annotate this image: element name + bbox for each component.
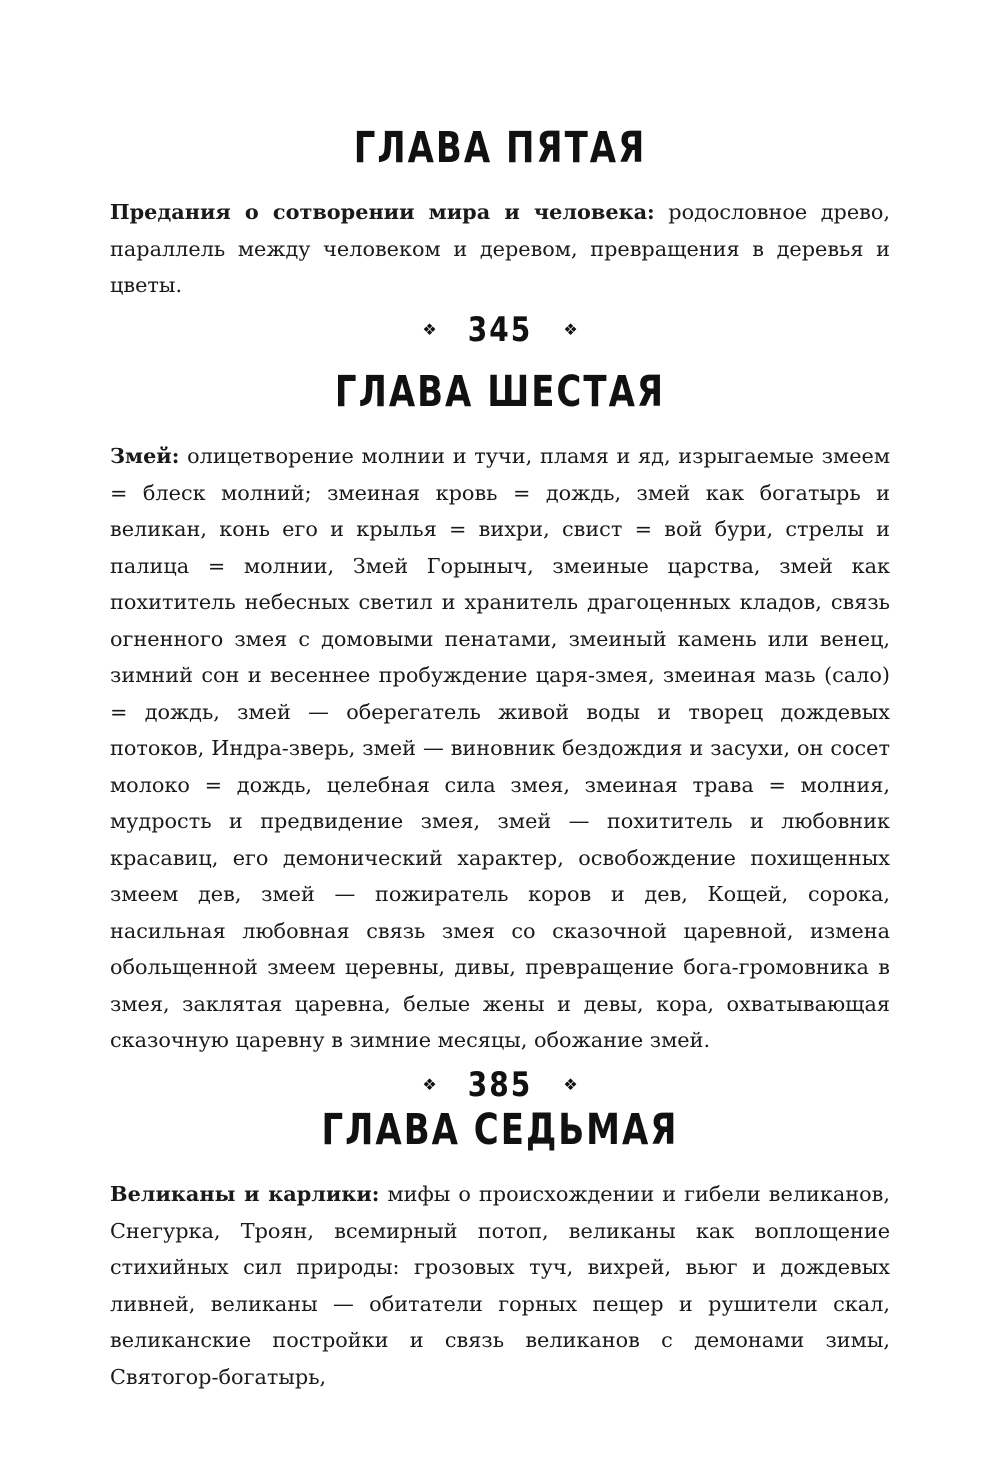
diamond-ornament-icon: ❖	[563, 1075, 578, 1094]
diamond-ornament-icon: ❖	[422, 320, 437, 339]
summary-lead: Предания о сотворении мира и человека:	[110, 199, 655, 224]
chapter-summary	[110, 194, 890, 304]
chapter-five	[110, 123, 890, 350]
page-number: 385	[467, 1064, 533, 1105]
summary-lead: Змей:	[110, 443, 180, 468]
chapter-six	[110, 367, 890, 1105]
chapter-title: ГЛАВА СЕДЬМАЯ	[321, 1105, 679, 1155]
summary-lead: Великаны и карлики:	[110, 1181, 380, 1206]
book-page	[110, 0, 890, 1482]
page-number-marker	[110, 1065, 890, 1105]
chapter-seven	[110, 1105, 890, 1395]
chapter-summary	[110, 438, 890, 1059]
chapter-title: ГЛАВА ШЕСТАЯ	[334, 367, 666, 417]
summary-text: родословное древо, параллель между человеком и деревом, превращения в деревья и цветы.	[110, 200, 890, 297]
diamond-ornament-icon: ❖	[422, 1075, 437, 1094]
chapter-title: ГЛАВА ПЯТАЯ	[353, 123, 647, 173]
chapter-summary	[110, 1176, 890, 1395]
diamond-ornament-icon: ❖	[563, 320, 578, 339]
page-number: 345	[467, 309, 533, 350]
summary-text: мифы о происхождении и гибели великанов, Снегурка, Троян, всемирный потоп, великаны как воплощение стихийных сил природы: грозовых туч, вихрей, вьюг и дождевых ливней, великаны — обитатели горных пещер и рушители скал, великанские постройки и связь великанов с демонами зимы, Святогор-богатырь,	[110, 1182, 890, 1389]
page-number-marker	[110, 310, 890, 350]
summary-text: олицетворение молнии и тучи, пламя и яд, изрыгаемые змеем = блеск молний; змеиная кровь = дождь, змей как богатырь и великан, конь его и крылья = вихри, свист = вой бури, стрелы и палица = молнии, Змей Горыныч, змеиные царства, змей как похититель небесных светил и хранитель драгоценных кладов, связь огненного змея с домовыми пенатами, змеиный камень или венец, зимний сон и весеннее пробуждение царя-змея, змеиная мазь (сало) = дождь, змей — оберегатель живой воды и творец дождевых потоков, Индра-зверь, змей — виновник бездождия и засухи, он сосет молоко = дождь, целебная сила змея, змеиная трава = молния, мудрость и предвидение змея, змей — похититель и любовник красавиц, его демонический характер, освобождение похищенных змеем дев, змей — пожиратель коров и дев, Кощей, сорока, насильная любовная связь змея со сказочной царевной, измена обольщенной змеем церевны, дивы, превращение бога-громовника в змея, заклятая царевна, белые жены и девы, кора, охватывающая сказочную царевну в зимние месяцы, обожание змей.	[110, 444, 890, 1052]
